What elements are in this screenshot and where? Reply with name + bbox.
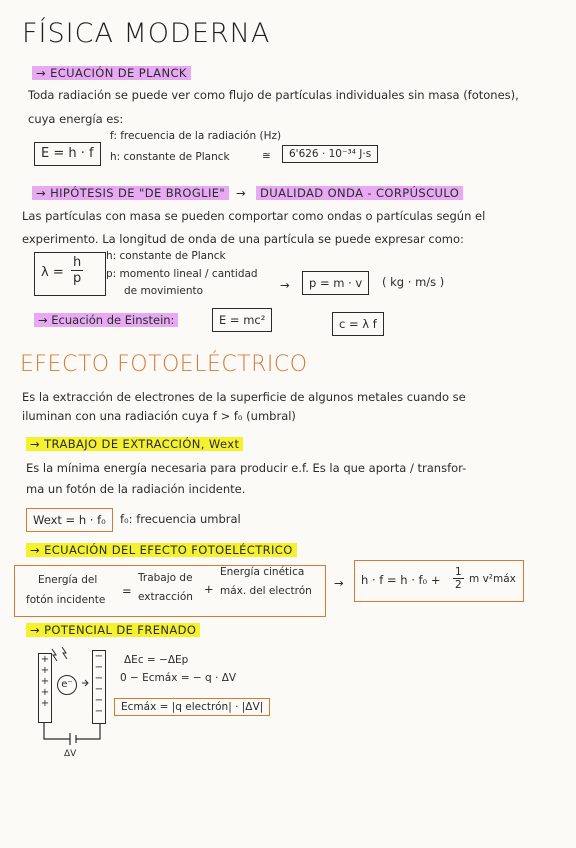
broglie-lambda-box xyxy=(34,252,106,296)
potencial-eq-3-box: Ecmáx = |q electrón| · |ΔV| xyxy=(114,698,270,716)
ecuacion-heading: → ECUACIÓN DEL EFECTO FOTOELÉCTRICO xyxy=(26,543,297,557)
momentum-units: ( kg · m/s ) xyxy=(382,275,445,289)
formula-left: h · f = h · f₀ + xyxy=(361,573,441,587)
potencial-eq-1: ΔEc = −ΔEp xyxy=(124,654,189,666)
term3-line1: Energía cinética xyxy=(220,566,305,578)
fotoelectrico-title: EFECTO FOTOELÉCTRICO xyxy=(20,352,308,377)
term3-line2: máx. del electrón xyxy=(220,585,312,597)
einstein-label: → Ecuación de Einstein: xyxy=(34,313,178,327)
fotoelectrico-text-2: iluminan con una radiación cuya f > f₀ (umbral) xyxy=(22,409,296,423)
minus-sign: − xyxy=(94,673,104,684)
plus-sign: + xyxy=(40,654,50,665)
term1-line2: fotón incidente xyxy=(26,594,106,606)
planck-h-label: h: constante de Planck xyxy=(110,151,230,163)
formula-right: m v²máx xyxy=(469,573,516,585)
broglie-text-2: experimento. La longitud de onda de una partícula se puede expresar como: xyxy=(22,232,464,246)
fotoelectrico-text-1: Es la extracción de electrones de la superficie de algunos metales cuando se xyxy=(22,390,466,404)
trabajo-f0-label: f₀: frecuencia umbral xyxy=(120,512,241,526)
planck-formula-box: E = h · f xyxy=(34,142,101,166)
term1-line1: Energía del xyxy=(38,574,98,586)
delta-v-label: ΔV xyxy=(64,749,77,759)
planck-h-value-box: 6'626 · 10⁻³⁴ J·s xyxy=(282,145,378,163)
broglie-heading-left: → HIPÓTESIS DE "DE BROGLIE" xyxy=(32,186,229,200)
term2-line2: extracción xyxy=(138,591,193,603)
broglie-text-1: Las partículas con masa se pueden comportar como ondas o partículas según el xyxy=(22,209,486,223)
c-formula-box: c = λ f xyxy=(332,312,384,336)
broglie-arrow: → xyxy=(280,278,290,292)
term-eq: = xyxy=(122,584,132,598)
planck-approx: ≅ xyxy=(262,150,271,162)
planck-heading: → ECUACIÓN DE PLANCK xyxy=(32,66,191,80)
potencial-eq-2: 0 − Ecmáx = − q · ΔV xyxy=(120,672,237,684)
half-den: 2 xyxy=(455,579,462,591)
lambda-fraction xyxy=(71,255,83,286)
plus-sign: + xyxy=(40,687,50,698)
planck-text-2: cuya energía es: xyxy=(28,112,124,126)
broglie-h-label: h: constante de Planck xyxy=(106,250,226,262)
minus-sign: − xyxy=(94,706,104,717)
momentum-formula-box: p = m · v xyxy=(302,271,369,295)
broglie-heading-arrow: → xyxy=(236,186,247,200)
plus-sign: + xyxy=(40,665,50,676)
broglie-heading-right: DUALIDAD ONDA - CORPÚSCULO xyxy=(256,186,463,200)
planck-f-label: f: frecuencia de la radiación (Hz) xyxy=(110,130,282,142)
term2-line1: Trabajo de xyxy=(138,572,193,584)
einstein-label-wrap xyxy=(30,311,182,329)
broglie-p-label-2: de movimiento xyxy=(124,285,204,297)
circuit-lines-icon xyxy=(30,645,120,765)
minus-sign: − xyxy=(94,662,104,673)
minus-sign: − xyxy=(94,695,104,706)
planck-text-1: Toda radiación se puede ver como flujo de partículas individuales sin masa (fotones), xyxy=(28,88,519,102)
potencial-heading: → POTENCIAL DE FRENADO xyxy=(26,623,200,637)
trabajo-heading: → TRABAJO DE EXTRACCIÓN, Wext xyxy=(26,437,243,451)
electron-icon: e⁻ xyxy=(57,675,77,695)
lambda-symbol: λ = xyxy=(41,265,64,280)
minus-sign: − xyxy=(94,684,104,695)
broglie-p-label-1: p: momento lineal / cantidad xyxy=(106,268,258,280)
plus-sign: + xyxy=(40,698,50,709)
trabajo-text-2: ma un fotón de la radiación incidente. xyxy=(26,482,246,496)
ecuacion-arrow: → xyxy=(334,576,344,590)
minus-sign: − xyxy=(94,651,104,662)
term-plus: + xyxy=(204,582,214,596)
potencial-diagram xyxy=(30,645,120,765)
trabajo-formula-box: Wext = h · f₀ xyxy=(26,508,113,532)
page-title: FÍSICA MODERNA xyxy=(22,18,271,49)
trabajo-text-1: Es la mínima energía necesaria para producir e.f. Es la que aporta / transfor- xyxy=(26,461,467,475)
einstein-formula-box: E = mc² xyxy=(212,308,272,332)
lambda-numerator: h xyxy=(71,255,83,271)
lambda-denominator: p xyxy=(73,271,82,286)
half-fraction xyxy=(453,566,464,591)
half-num: 1 xyxy=(455,566,462,578)
ecuacion-formula-box xyxy=(354,560,524,602)
plus-sign: + xyxy=(40,676,50,687)
